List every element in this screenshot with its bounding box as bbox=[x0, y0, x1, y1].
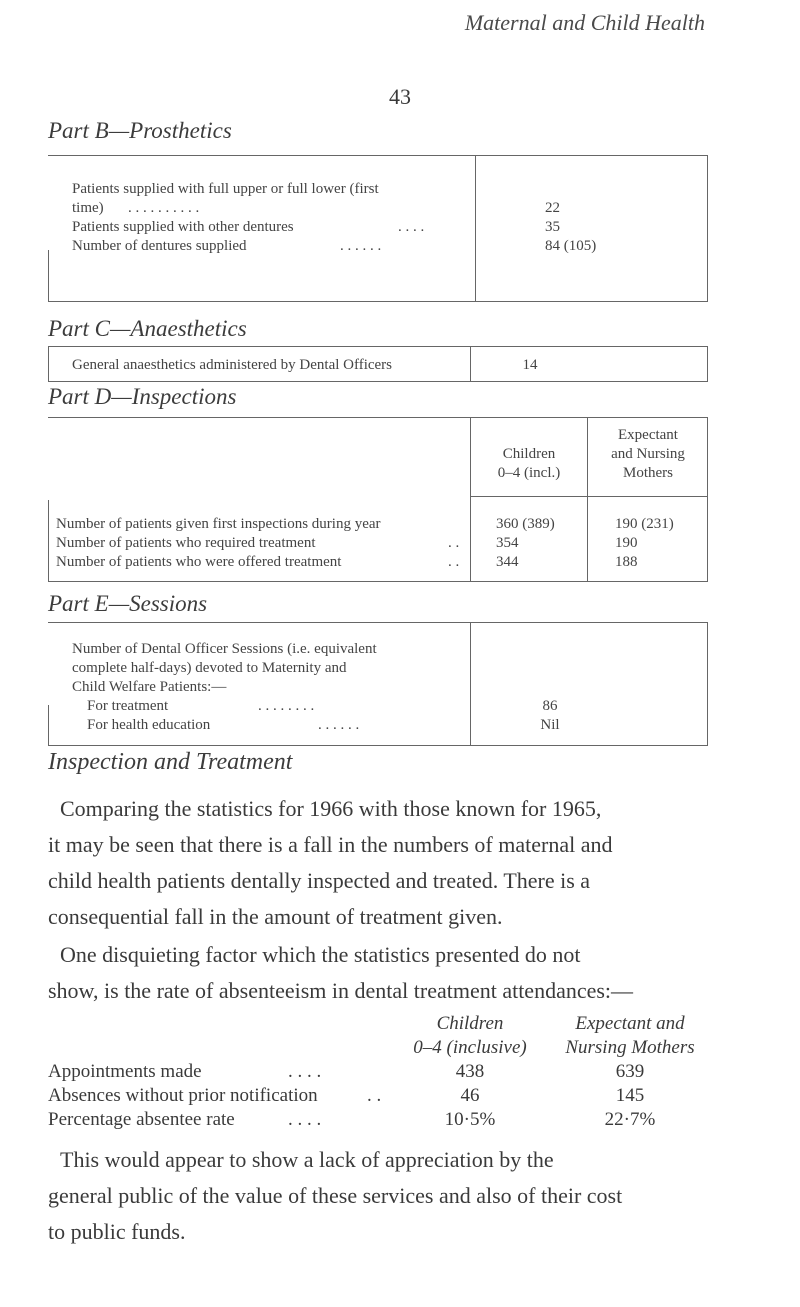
part-d-header-rule bbox=[470, 496, 708, 497]
absentee-row2-leader: . . bbox=[367, 1085, 382, 1106]
part-d-row1-mothers: 190 (231) bbox=[615, 516, 674, 532]
absentee-row3-leader: . . . . bbox=[288, 1109, 322, 1130]
part-b-row1-label-line2: time) bbox=[72, 200, 104, 216]
part-b-row2-leader: . . . . bbox=[398, 219, 425, 235]
part-d-row3-mothers: 188 bbox=[615, 554, 638, 570]
part-e-left-edge bbox=[48, 705, 49, 746]
part-d-row1-children: 360 (389) bbox=[496, 516, 555, 532]
part-d-row2-leader: . . bbox=[448, 535, 460, 551]
paragraph-1 bbox=[48, 791, 708, 935]
paragraph-1-line4: consequential fall in the amount of treatment given. bbox=[48, 904, 503, 929]
paragraph-3 bbox=[48, 1142, 708, 1250]
part-e-title: Part E—Sessions bbox=[48, 591, 208, 616]
part-d-row2-children: 354 bbox=[496, 535, 519, 551]
absentee-row3-mothers: 22·7% bbox=[604, 1109, 656, 1130]
part-d-row1-label: Number of patients given first inspections during year bbox=[56, 516, 381, 532]
absentee-row1-children: 438 bbox=[455, 1061, 485, 1082]
part-e-intro-line1: Number of Dental Officer Sessions (i.e. equivalent bbox=[72, 641, 377, 657]
part-e-row1-label: For treatment bbox=[87, 698, 169, 714]
part-d-divider1 bbox=[470, 417, 471, 582]
part-d-row2-mothers: 190 bbox=[615, 535, 638, 551]
absentee-col-children-line1: Children bbox=[436, 1013, 504, 1034]
paragraph-3-line2: general public of the value of these services and also of their cost bbox=[48, 1183, 623, 1208]
part-b-left-edge bbox=[48, 250, 49, 302]
part-b-row1-value: 22 bbox=[545, 200, 560, 216]
absentee-col-mothers-line2: Nursing Mothers bbox=[565, 1037, 695, 1058]
running-header: Maternal and Child Health bbox=[464, 10, 705, 35]
part-b-row1-label-line1: Patients supplied with full upper or full lower (first bbox=[72, 181, 379, 197]
part-b-row3-leader: . . . . . . bbox=[340, 238, 382, 254]
part-d-left-edge bbox=[48, 500, 49, 582]
absentee-row1-label: Appointments made bbox=[48, 1061, 202, 1082]
part-d-col-mothers-line2: and Nursing bbox=[611, 446, 685, 462]
part-e-divider bbox=[470, 622, 471, 746]
paragraph-2-line2: show, is the rate of absenteeism in dental treatment attendances:— bbox=[48, 978, 634, 1003]
absentee-col-children-line2: 0–4 (inclusive) bbox=[413, 1037, 527, 1058]
paragraph-1-line1: Comparing the statistics for 1966 with those known for 1965, bbox=[60, 796, 602, 821]
part-e-row2-value: Nil bbox=[540, 717, 560, 733]
paragraph-3-line3: to public funds. bbox=[48, 1219, 186, 1244]
part-e-intro-line2: complete half-days) devoted to Maternity and bbox=[72, 660, 347, 676]
inspection-heading: Inspection and Treatment bbox=[48, 749, 293, 775]
absentee-row3-children: 10·5% bbox=[444, 1109, 496, 1130]
absentee-row2-mothers: 145 bbox=[615, 1085, 645, 1106]
paragraph-3-line1: This would appear to show a lack of appreciation by the bbox=[60, 1147, 554, 1172]
part-b-row2-value: 35 bbox=[545, 219, 560, 235]
part-b-divider bbox=[475, 155, 476, 302]
paragraph-2-line1: One disquieting factor which the statistics presented do not bbox=[60, 942, 581, 967]
part-e-row2-leader: . . . . . . bbox=[318, 717, 360, 733]
part-b-row3-value: 84 (105) bbox=[545, 238, 597, 254]
part-d-row3-leader: . . bbox=[448, 554, 460, 570]
part-e-row1-value: 86 bbox=[542, 698, 558, 714]
part-d-col-children-line2: 0–4 (incl.) bbox=[497, 465, 561, 481]
part-d-col-children-line1: Children bbox=[502, 446, 556, 462]
part-e-row1-leader: . . . . . . . . bbox=[258, 698, 315, 714]
paragraph-2 bbox=[48, 937, 708, 1009]
part-b-row2-label: Patients supplied with other dentures bbox=[72, 219, 294, 235]
part-b-row3-label: Number of dentures supplied bbox=[72, 238, 247, 254]
absentee-row1-leader: . . . . bbox=[288, 1061, 322, 1082]
part-e-intro-line3: Child Welfare Patients:— bbox=[72, 679, 227, 695]
absentee-row2-children: 46 bbox=[460, 1085, 480, 1106]
paragraph-1-line2: it may be seen that there is a fall in the numbers of maternal and bbox=[48, 832, 613, 857]
part-b-title: Part B—Prosthetics bbox=[48, 118, 232, 143]
absentee-row3-label: Percentage absentee rate bbox=[48, 1109, 235, 1130]
part-d-row2-label: Number of patients who required treatment bbox=[56, 535, 316, 551]
part-d-col-mothers-line3: Mothers bbox=[623, 465, 673, 481]
part-e-row2-label: For health education bbox=[87, 717, 211, 733]
page-number: 43 bbox=[389, 84, 411, 109]
absentee-col-mothers-line1: Expectant and bbox=[575, 1013, 685, 1034]
part-d-title: Part D—Inspections bbox=[48, 384, 237, 409]
part-c-value: 14 bbox=[522, 357, 538, 373]
part-d-row3-label: Number of patients who were offered treatment bbox=[56, 554, 342, 570]
part-c-title: Part C—Anaesthetics bbox=[48, 316, 247, 341]
paragraph-1-line3: child health patients dentally inspected and treated. There is a bbox=[48, 868, 591, 893]
absentee-row1-mothers: 639 bbox=[615, 1061, 645, 1082]
part-d-col-mothers-line1: Expectant bbox=[618, 427, 678, 443]
part-d-row3-children: 344 bbox=[496, 554, 519, 570]
part-c-label: General anaesthetics administered by Dental Officers bbox=[72, 357, 393, 373]
part-b-row1-leader: . . . . . . . . . . bbox=[128, 200, 200, 216]
absentee-row2-label: Absences without prior notification bbox=[48, 1085, 318, 1106]
